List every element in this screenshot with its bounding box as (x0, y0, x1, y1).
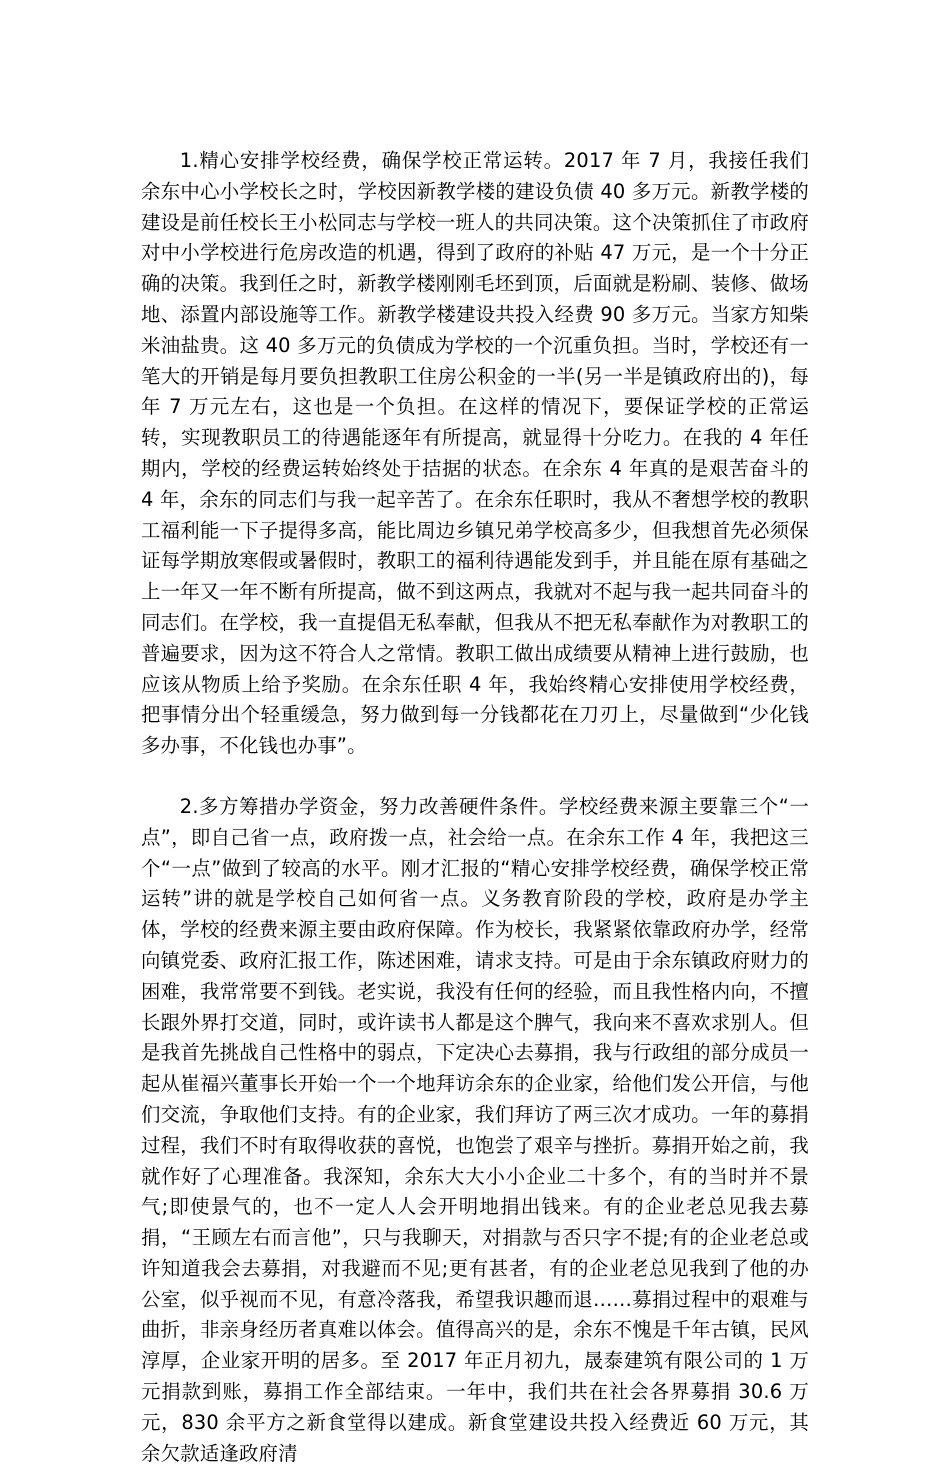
document-body (141, 146, 809, 1469)
paragraph-2: 2.多方筹措办学资金，努力改善硬件条件。学校经费来源主要靠三个“一点”，即自己省一点，政府拨一点，社会给一点。在余东工作 4 年，我把这三个“一点”做到了较高的水平。刚才汇报的“精心安排学校经费，确保学校正常运转”讲的就是学校自己如何省一点。义务教育阶段的学校，政府是办学主体，学校的经费来源主要由政府保障。作为校长，我紧紧依靠政府办学，经常向镇党委、政府汇报工作，陈述困难，请求支持。可是由于余东镇政府财力的困难，我常常要不到钱。老实说，我没有任何的经验，而且我性格内向，不擅长跟外界打交道，同时，或许读书人都是这个脾气，我向来不喜欢求别人。但是我首先挑战自己性格中的弱点，下定决心去募捐，我与行政组的部分成员一起从崔福兴董事长开始一个一个地拜访余东的企业家，给他们发公开信，与他们交流，争取他们支持。有的企业家，我们拜访了两三次才成功。一年的募捐过程，我们不时有取得收获的喜悦，也饱尝了艰辛与挫折。募捐开始之前，我就作好了心理准备。我深知，余东大大小小企业二十多个，有的当时并不景气;即使景气的，也不一定人人会开明地捐出钱来。有的企业老总见我去募捐，“王顾左右而言他”，只与我聊天，对捐款与否只字不提;有的企业老总或许知道我会去募捐，对我避而不见;更有甚者，有的企业老总见我到了他的办公室，似乎视而不见，有意冷落我，希望我识趣而退……募捐过程中的艰难与曲折，非亲身经历者真难以体会。值得高兴的是，余东不愧是千年古镇，民风淳厚，企业家开明的居多。至 2017 年正月初九，晟泰建筑有限公司的 1 万元捐款到账，募捐工作全部结束。一年中，我们共在社会各界募捐 30.6 万元，830 余平方之新食堂得以建成。新食堂建设共投入经费近 60 万元，其余欠款适逢政府清 (141, 794, 809, 1465)
paragraph-1: 1.精心安排学校经费，确保学校正常运转。2017 年 7 月，我接任我们余东中心小学校长之时，学校因新教学楼的建设负债 40 多万元。新教学楼的建设是前任校长王小松同志与学校一班人的共同决策。这个决策抓住了市政府对中小学校进行危房改造的机遇，得到了政府的补贴 47 万元，是一个十分正确的决策。我到任之时，新教学楼刚刚毛坯到顶，后面就是粉刷、装修、做场地、添置内部设施等工作。新教学楼建设共投入经费 90 多万元。当家方知柴米油盐贵。这 40 多万元的负债成为学校的一个沉重负担。当时，学校还有一笔大的开销是每月要负担教职工住房公积金的一半(另一半是镇政府出的)，每年 7 万元左右，这也是一个负担。在这样的情况下，要保证学校的正常运转，实现教职员工的待遇能逐年有所提高，就显得十分吃力。在我的 4 年任期内，学校的经费运转始终处于拮据的状态。在余东 4 年真的是艰苦奋斗的 4 年，余东的同志们与我一起辛苦了。在余东任职时，我从不奢想学校的教职工福利能一下子提得多高，能比周边乡镇兄弟学校高多少，但我想首先必须保证每学期放寒假或暑假时，教职工的福利待遇能发到手，并且能在原有基础之上一年又一年不断有所提高，做不到这两点，我就对不起与我一起共同奋斗的同志们。在学校，我一直提倡无私奉献，但我从不把无私奉献作为对教职工的普遍要求，因为这不符合人之常情。教职工做出成绩要从精神上进行鼓励，也应该从物质上给予奖励。在余东任职 4 年，我始终精心安排使用学校经费，把事情分出个轻重缓急，努力做到每一分钱都花在刀刃上，尽量做到“少化钱多办事，不化钱也办事”。 (141, 149, 809, 758)
